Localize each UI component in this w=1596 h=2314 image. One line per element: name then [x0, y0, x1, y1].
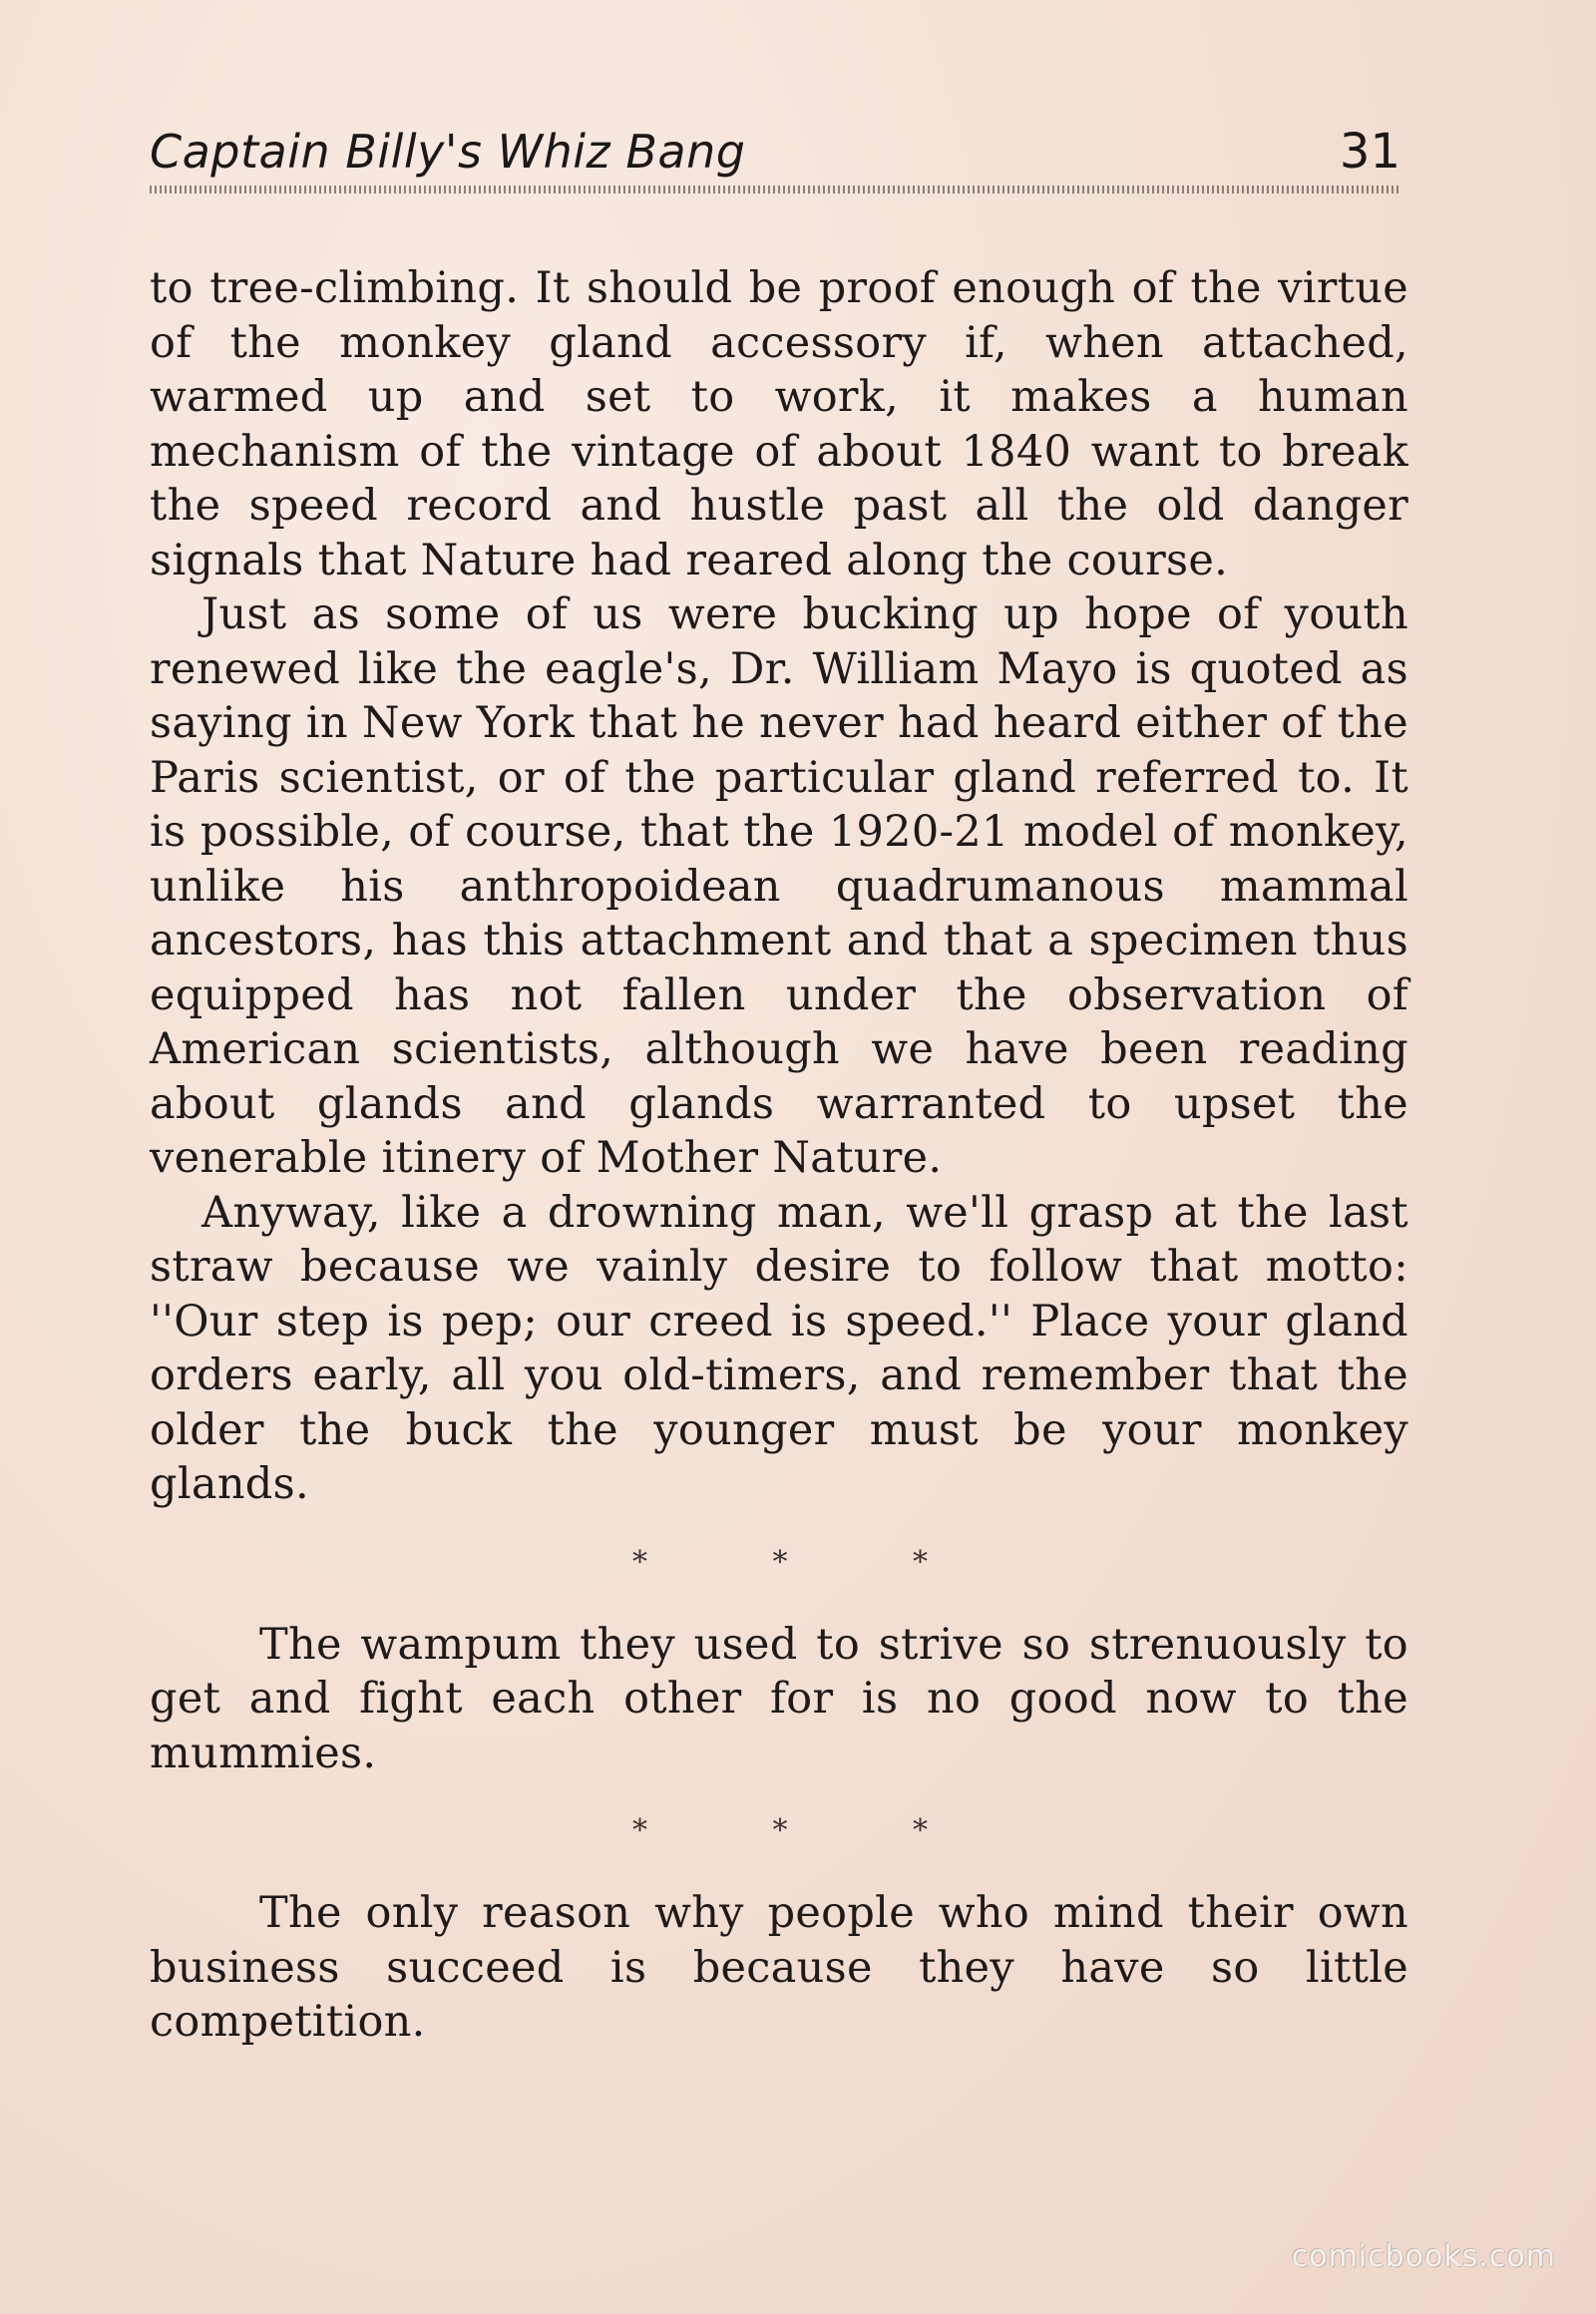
page-header — [150, 122, 1400, 182]
joke-wampum: The wampum they used to strive so strenuously to get and fight each other for is no good now to the mummies. — [150, 1619, 1408, 1778]
paragraph-mayo: Just as some of us were bucking up hope of youth renewed like the eagle's, Dr. William Mayo is quoted as saying in New York that he never had heard either of the Paris scientist, or of the particular gland referred to. It is possible, of course, that the 1920-21 model of monkey, unlike his anthropoidean quadrumanous mammal ancestors, has this attachment and that a specimen thus equipped has not fallen under the observation of American scientists, although we have been reading about glands and glands warranted to upset the venerable itinery of Mother Nature. — [150, 589, 1408, 1183]
paragraph-continuation: to tree-climbing. It should be proof enough of the virtue of the monkey gland accessory if, when attached, warmed up and set to work, it makes a human mechanism of the vintage of about 1840 want to break the speed record and hustle past all the old danger signals that Nature had reared along the course. — [150, 263, 1408, 585]
site-watermark: comicbooks.com — [1291, 2239, 1556, 2274]
header-rule — [150, 186, 1400, 193]
separator-stars: * * * — [631, 1544, 987, 1580]
paragraph-anyway: Anyway, like a drowning man, we'll grasp at the last straw because we vainly desire to follow that motto: ''Our step is pep; our creed is speed.'' Place your gland orders early, all you old-timers, and remember that the older the buck the younger must be your monkey glands. — [150, 1187, 1408, 1509]
separator-stars: * * * — [631, 1813, 987, 1848]
page-body — [150, 261, 1408, 2050]
page-number: 31 — [1339, 124, 1400, 180]
joke-mind-business: The only reason why people who mind their own business succeed is because they have so little competition. — [150, 1888, 1408, 2047]
running-title: Captain Billy's Whiz Bang — [150, 125, 746, 179]
